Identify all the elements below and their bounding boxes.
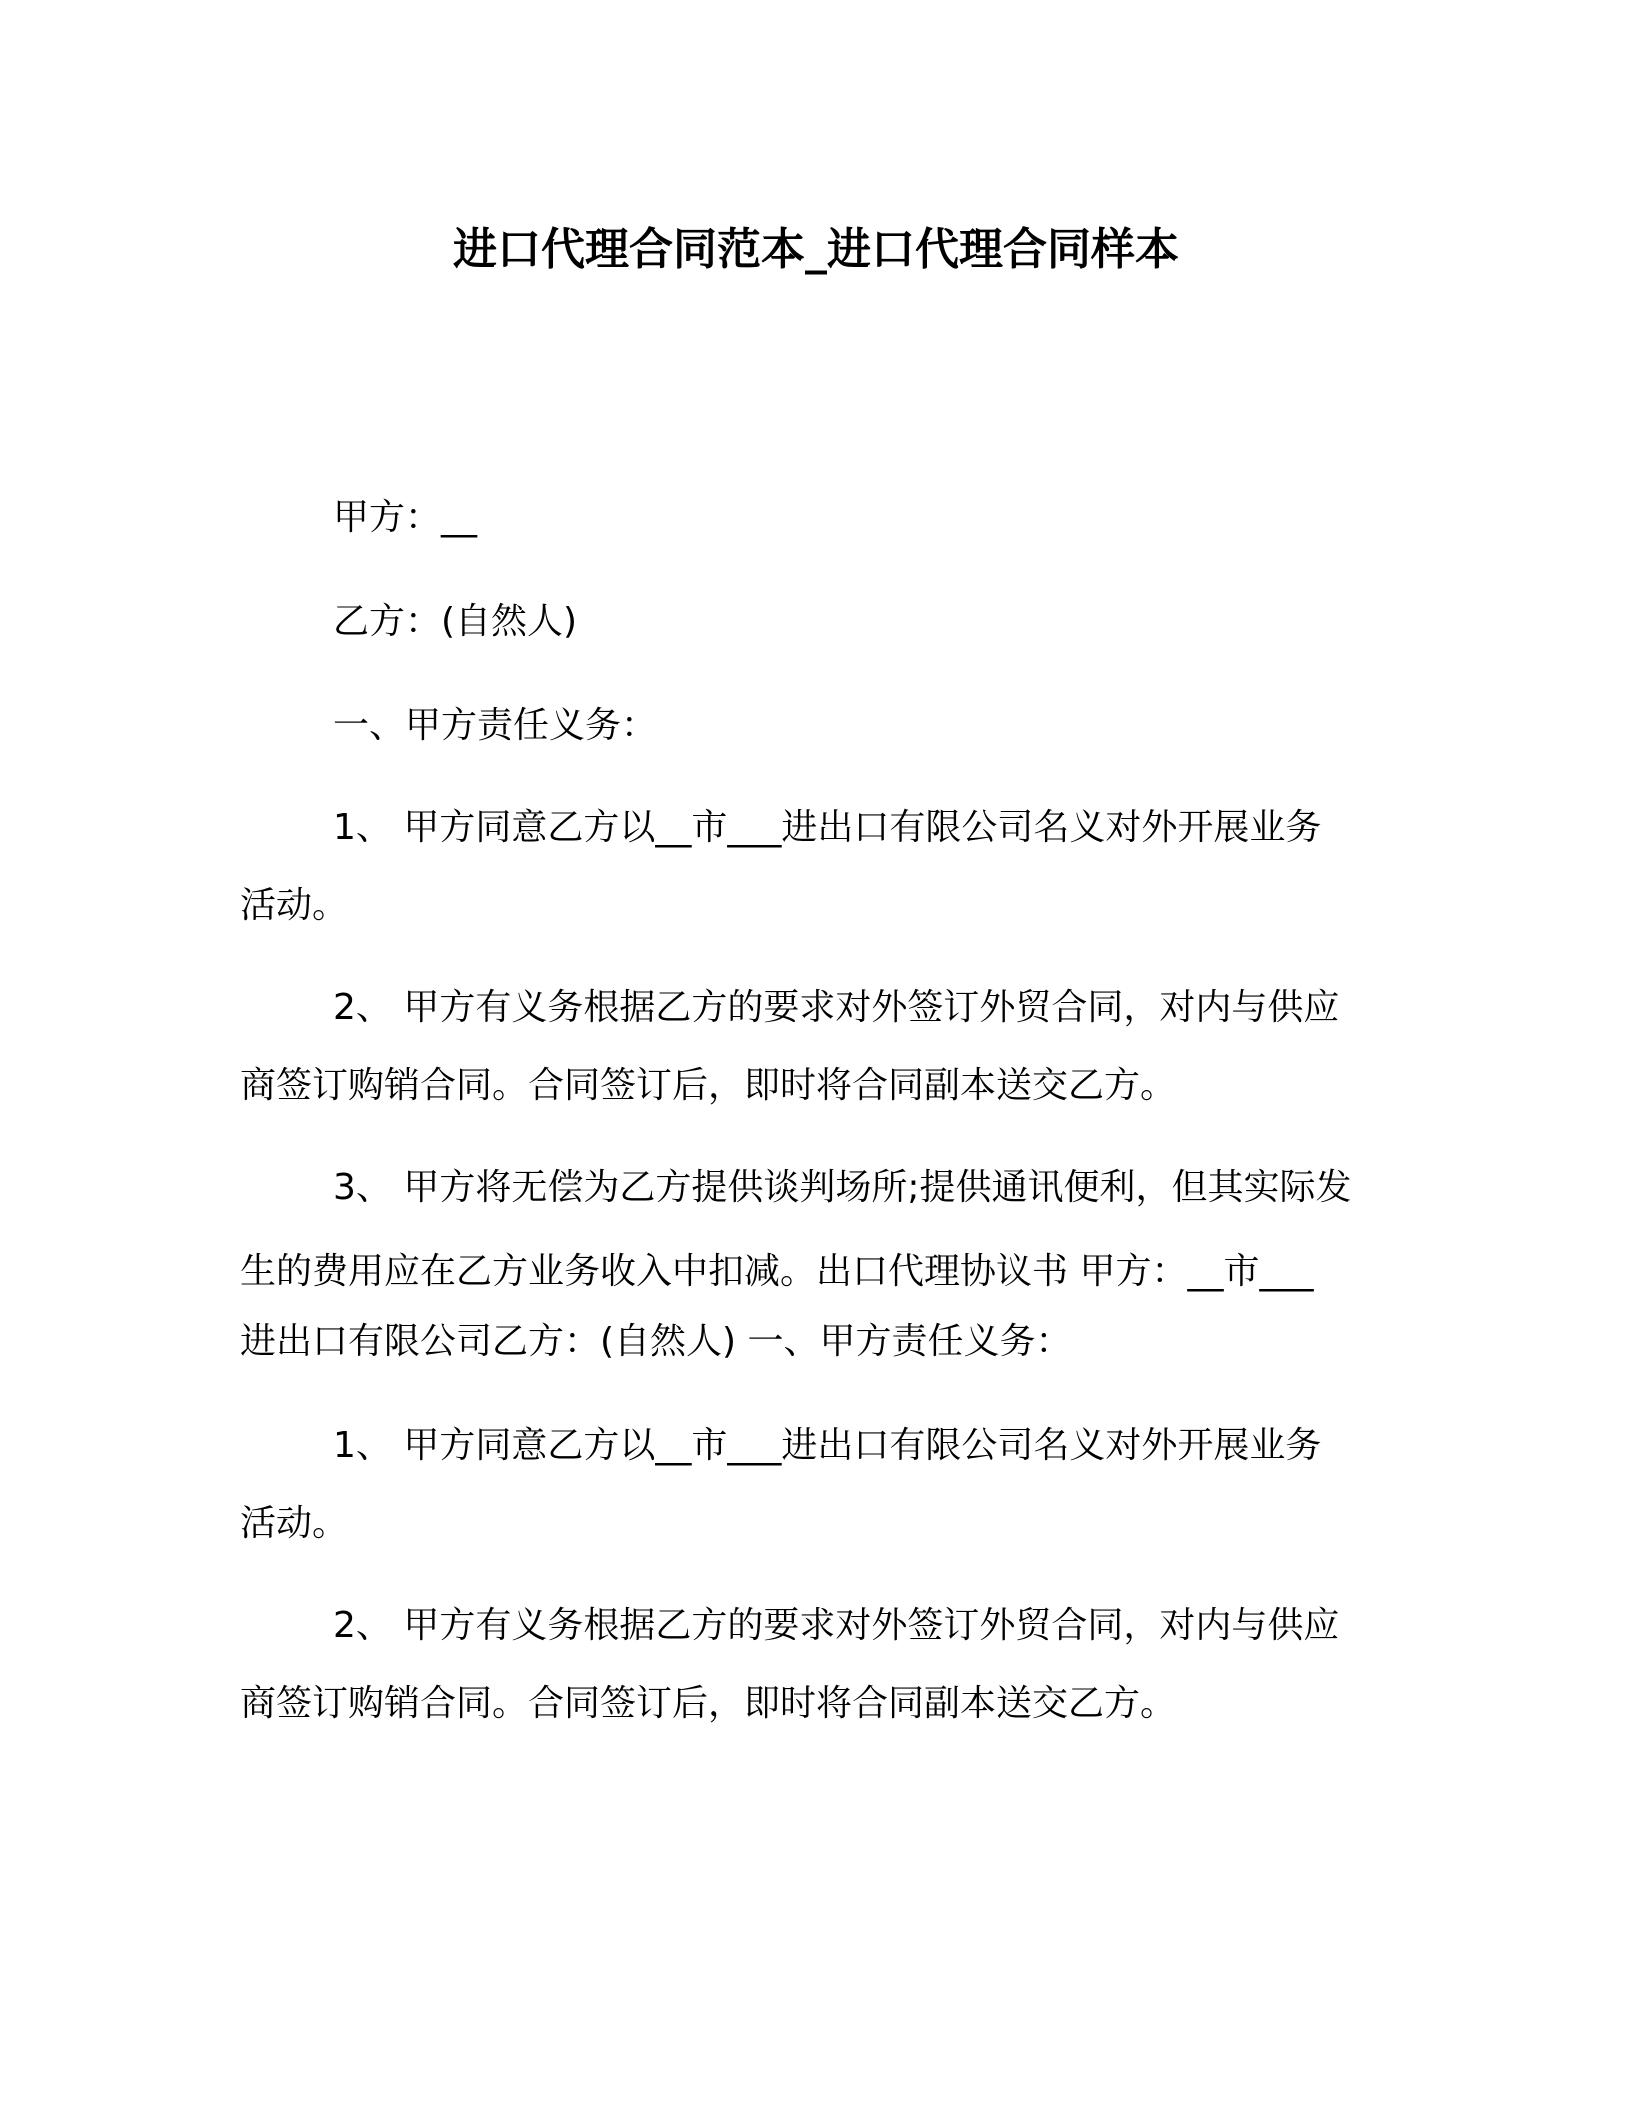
- clause-2-repeat-line-2: 商签订购销合同。合同签订后，即时将合同副本送交乙方。: [240, 1683, 1177, 1724]
- clause-3-line-2: 生的费用应在乙方业务收入中扣减。出口代理协议书 甲方：__市___: [240, 1251, 1314, 1292]
- document-title: 进口代理合同范本_进口代理合同样本: [453, 224, 1179, 275]
- clause-1-line-1: 1、 甲方同意乙方以__市___进出口有限公司名义对外开展业务: [333, 807, 1322, 848]
- clause-2-line-2: 商签订购销合同。合同签订后，即时将合同副本送交乙方。: [240, 1065, 1177, 1106]
- clause-1-line-2: 活动。: [240, 885, 349, 926]
- section-heading: 一、甲方责任义务：: [333, 705, 658, 746]
- party-b-line: 乙方：(自然人): [333, 601, 578, 642]
- clause-2-line-1: 2、 甲方有义务根据乙方的要求对外签订外贸合同，对内与供应: [333, 987, 1340, 1028]
- party-a-line: 甲方：__: [333, 497, 478, 538]
- clause-3-line-3: 进出口有限公司乙方：(自然人) 一、甲方责任义务：: [240, 1321, 1072, 1362]
- clause-3-line-1: 3、 甲方将无偿为乙方提供谈判场所;提供通讯便利，但其实际发: [333, 1167, 1352, 1208]
- clause-1-repeat-line-1: 1、 甲方同意乙方以__市___进出口有限公司名义对外开展业务: [333, 1425, 1322, 1466]
- clause-1-repeat-line-2: 活动。: [240, 1503, 349, 1544]
- clause-2-repeat-line-1: 2、 甲方有义务根据乙方的要求对外签订外贸合同，对内与供应: [333, 1605, 1340, 1646]
